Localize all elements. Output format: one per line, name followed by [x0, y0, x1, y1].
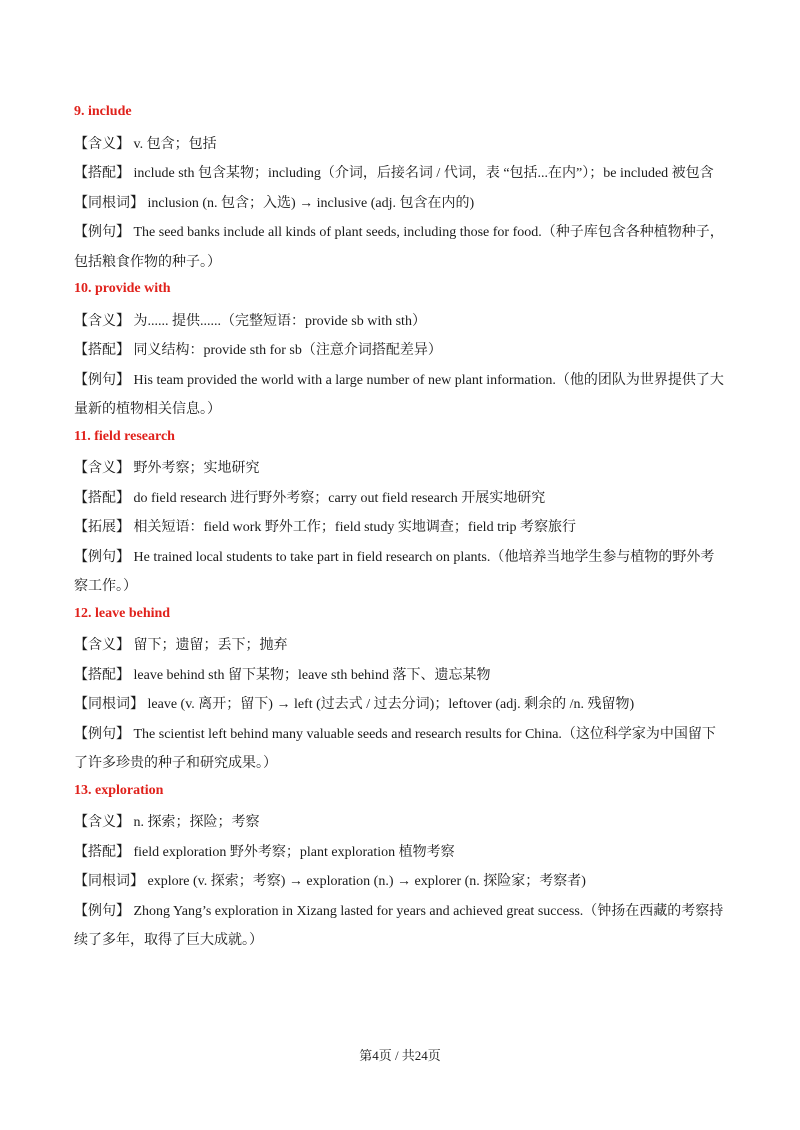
- row-tag: 【拓展】: [74, 520, 134, 535]
- row-text: 同义结构：provide sth for sb（注意介词搭配差异）: [133, 343, 442, 358]
- example-row: [74, 218, 724, 277]
- vocab-entry-include: [74, 100, 724, 277]
- row-tag: 【同根词】: [74, 697, 148, 712]
- meaning-row: [74, 130, 724, 160]
- row-text: The seed banks include all kinds of plant seeds, including those for food.（种子库包含各种植物种子，包括粮食作物的种子。）: [74, 225, 724, 270]
- entry-title: 12. leave behind: [74, 605, 171, 621]
- document-body: [74, 100, 724, 956]
- cognate-row: [74, 690, 724, 720]
- vocab-entry-field-research: [74, 425, 724, 602]
- row-tag: 【含义】: [74, 815, 134, 830]
- example-row: [74, 366, 724, 425]
- row-tag: 【例句】: [74, 549, 134, 565]
- row-tag: 【同根词】: [74, 874, 148, 889]
- page-number-footer: 第4页 / 共24页: [359, 1048, 441, 1063]
- entry-title: 13. exploration: [74, 782, 164, 798]
- entry-title: 9. include: [74, 104, 132, 119]
- collocation-row: [74, 336, 724, 366]
- example-row: [74, 897, 724, 956]
- row-tag: 【含义】: [74, 313, 134, 329]
- row-text: Zhong Yang’s exploration in Xizang lasted for years and achieved great success.（钟扬在西藏的考察持续了多年，取得了巨大成就。）: [74, 903, 724, 948]
- vocab-entry-leave-behind: [74, 602, 724, 779]
- collocation-row: [74, 838, 724, 868]
- entry-title: 10. provide with: [74, 281, 171, 296]
- meaning-row: [74, 307, 724, 337]
- entry-title: 11. field research: [74, 428, 175, 444]
- row-tag: 【含义】: [74, 136, 134, 152]
- row-text: inclusion (n. 包含；入选) → inclusive (adj. 包含在内的): [147, 195, 475, 211]
- collocation-row: [74, 484, 724, 514]
- row-text: His team provided the world with a large number of new plant information.（他的团队为世界提供了大量新的植物相关信息。）: [74, 372, 724, 417]
- row-text: leave behind sth 留下某物；leave sth behind 落下、遗忘某物: [133, 667, 491, 683]
- collocation-row: [74, 159, 724, 189]
- row-tag: 【搭配】: [74, 343, 134, 358]
- row-tag: 【例句】: [74, 903, 134, 919]
- cognate-row: [74, 867, 724, 897]
- collocation-row: [74, 661, 724, 691]
- row-tag: 【含义】: [74, 461, 134, 476]
- meaning-row: [74, 631, 724, 661]
- example-row: [74, 720, 724, 779]
- example-row: [74, 543, 724, 602]
- vocab-entry-provide-with: [74, 277, 724, 425]
- extension-row: [74, 513, 724, 543]
- row-text: field exploration 野外考察；plant exploration 植物考察: [133, 844, 455, 860]
- row-tag: 【同根词】: [74, 195, 148, 211]
- row-tag: 【搭配】: [74, 844, 134, 860]
- row-tag: 【含义】: [74, 638, 134, 653]
- row-text: leave (v. 离开；留下) → left (过去式 / 过去分词)；leftover (adj. 剩余的 /n. 残留物): [147, 697, 635, 712]
- cognate-row: [74, 189, 724, 219]
- row-text: 为...... 提供......（完整短语：provide sb with sth）: [133, 313, 426, 329]
- row-text: v. 包含；包括: [133, 136, 217, 152]
- row-text: do field research 进行野外考察；carry out field research 开展实地研究: [133, 490, 546, 506]
- row-text: 野外考察；实地研究: [133, 461, 260, 476]
- row-tag: 【例句】: [74, 225, 134, 240]
- row-text: 留下；遗留；丢下；抛弃: [133, 638, 288, 653]
- row-tag: 【例句】: [74, 726, 134, 742]
- row-tag: 【搭配】: [74, 667, 134, 683]
- row-text: explore (v. 探索；考察) → exploration (n.) → explorer (n. 探险家；考察者): [147, 874, 586, 889]
- row-text: 相关短语：field work 野外工作；field study 实地调查；field trip 考察旅行: [133, 520, 577, 535]
- row-text: n. 探索；探险；考察: [133, 815, 260, 830]
- row-text: The scientist left behind many valuable seeds and research results for China.（这位科学家为中国留下了许多珍贵的种子和研究成果。）: [74, 726, 716, 771]
- row-text: He trained local students to take part in field research on plants.（他培养当地学生参与植物的野外考察工作。）: [74, 549, 715, 594]
- meaning-row: [74, 808, 724, 838]
- row-tag: 【例句】: [74, 372, 134, 388]
- row-tag: 【搭配】: [74, 490, 134, 506]
- row-tag: 【搭配】: [74, 166, 134, 181]
- vocab-entry-exploration: [74, 779, 724, 956]
- meaning-row: [74, 454, 724, 484]
- row-text: include sth 包含某物；including（介词，后接名词 / 代词，表 “包括...在内”）；be included 被包含: [133, 166, 714, 181]
